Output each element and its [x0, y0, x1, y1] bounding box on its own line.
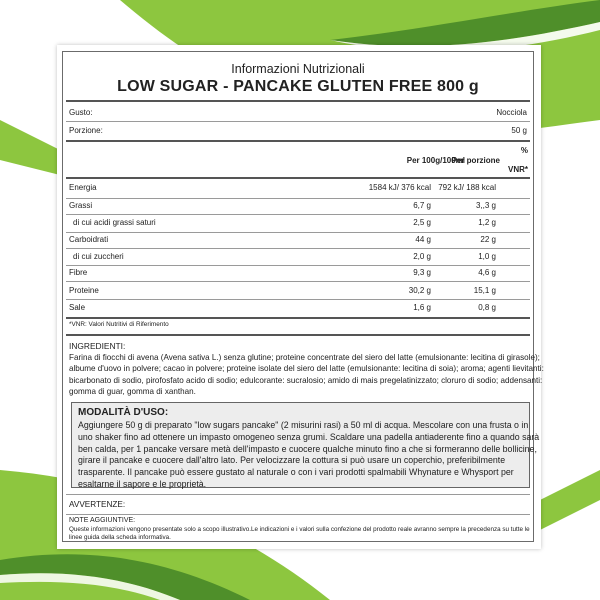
vnr-footnote: *VNR: Valori Nutritivi di Riferimento	[69, 321, 169, 328]
divider	[66, 198, 530, 199]
divider	[66, 281, 530, 282]
nutrient-per100: 44 g	[415, 235, 431, 244]
nutrient-portion: 3,,3 g	[475, 201, 496, 210]
ingredients-line: albume d'uovo in polvere; cacao in polvere; proteine isolate del siero del latte (emulsionante: lecitina di soia); aroma; agenti lievitanti:	[69, 364, 544, 374]
notes-text	[69, 526, 530, 543]
flavor-label: Gusto:	[69, 108, 93, 117]
usage-line: trasparente. Il pancake può essere gustato al naturale o con i vari prodotti spalmabili Whynature e Whysport per	[78, 467, 514, 478]
divider	[66, 214, 530, 215]
nutrient-portion: 1,2 g	[478, 218, 496, 227]
warnings-label: AVVERTENZE:	[69, 500, 126, 509]
nutrient-name: Fibre	[69, 268, 88, 277]
info-title: Informazioni Nutrizionali	[231, 62, 365, 76]
nutrient-name: di cui acidi grassi saturi	[73, 218, 156, 227]
usage-line: Aggiungere 50 g di preparato "low sugars pancake" (2 misurini rasi) a 50 ml di acqua. Mescolare con una frusta o in	[78, 420, 529, 430]
col-per-100: Per 100g/100ml	[406, 156, 465, 165]
portion-label: Porzione:	[69, 126, 103, 135]
ingredients-line: Farina di fiocchi di avena (Avena sativa L.) senza glutine; proteine concentrate del siero del latte (emulsionante: lecitina di girasole);	[69, 353, 540, 362]
nutrient-portion: 1,0 g	[478, 252, 496, 261]
ingredients-line: bicarbonato di sodio, pirofosfato acido di sodio; edulcorante: sucralosio; amido di mais pregelatinizzato; cloruro di sodio; addensanti:	[69, 375, 543, 385]
product-title: LOW SUGAR - PANCAKE GLUTEN FREE 800 g	[117, 78, 479, 95]
nutrient-per100: 9,3 g	[413, 268, 431, 277]
divider	[66, 248, 530, 249]
usage-line: ben calda, per 1 pancake versare metà dell'impasto e cuocere qualche minuto fino a che si formeranno delle bollicine,	[78, 443, 537, 454]
nutrient-per100: 1,6 g	[413, 303, 431, 312]
nutrient-per100: 2,5 g	[413, 218, 431, 227]
divider	[66, 232, 530, 233]
col-vnr: VNR*	[507, 165, 528, 174]
divider	[66, 334, 530, 336]
nutrient-name: Sale	[69, 303, 86, 312]
nutrient-per100: 30,2 g	[408, 286, 431, 295]
notes-line: Queste informazioni vengono presentate solo a scopo illustrativo.Le indicazioni e i valori sulla confezione del prodotto reale avranno sempre la precedenza su tutte le	[69, 526, 530, 533]
portion-value: 50 g	[511, 126, 527, 135]
usage-line: girare il pancake e cuocere dall'altro lato. Per velocizzare la cottura si può usare un coperchio, preferibilmente	[78, 455, 506, 466]
ingredients-line: gomma di guar, gomma di xanthan.	[69, 386, 196, 396]
usage-title: MODALITÀ D'USO:	[78, 407, 169, 418]
usage-text	[78, 420, 539, 491]
flavor-value: Nocciola	[496, 108, 527, 117]
col-per-portion: Per porzione	[451, 156, 500, 165]
divider	[66, 121, 530, 122]
ingredients-text	[69, 352, 544, 397]
nutrient-portion: 4,6 g	[478, 268, 496, 277]
nutrient-name: Grassi	[69, 201, 93, 210]
divider	[66, 177, 530, 179]
nutrient-per100: 1584 kJ/ 376 kcal	[368, 183, 431, 192]
nutrient-portion: 0,8 g	[478, 303, 496, 312]
nutrient-portion: 22 g	[480, 235, 496, 244]
usage-line: uno shaker fino ad ottenere un impasto omogeneo senza grumi. Scaldare una padella antiaderente fino a quando sarà	[78, 431, 540, 442]
ingredients-label: INGREDIENTI:	[69, 341, 126, 351]
nutrient-portion: 792 kJ/ 188 kcal	[438, 183, 496, 192]
divider	[66, 299, 530, 300]
col-vnr-pct: %	[520, 146, 528, 155]
usage-line: esaltarne il sapore e le proprietà.	[78, 478, 207, 489]
nutrient-per100: 2,0 g	[413, 252, 431, 261]
nutrient-per100: 6,7 g	[413, 201, 431, 210]
notes-label: NOTE AGGIUNTIVE:	[69, 517, 136, 524]
divider	[66, 265, 530, 266]
divider	[66, 140, 530, 142]
nutrient-name: Carboidrati	[69, 235, 109, 244]
divider	[66, 514, 530, 515]
divider	[66, 494, 530, 495]
nutrition-card	[57, 45, 544, 549]
usage-box	[71, 402, 540, 489]
nutrient-name: Energia	[69, 183, 97, 192]
divider	[66, 100, 530, 102]
divider	[66, 317, 530, 319]
nutrient-name: Proteine	[69, 286, 99, 295]
nutrition-frame	[62, 51, 544, 542]
nutrient-name: di cui zuccheri	[73, 252, 124, 261]
nutrient-portion: 15,1 g	[473, 286, 496, 295]
notes-line: linee guida della scheda informativa.	[69, 534, 171, 542]
